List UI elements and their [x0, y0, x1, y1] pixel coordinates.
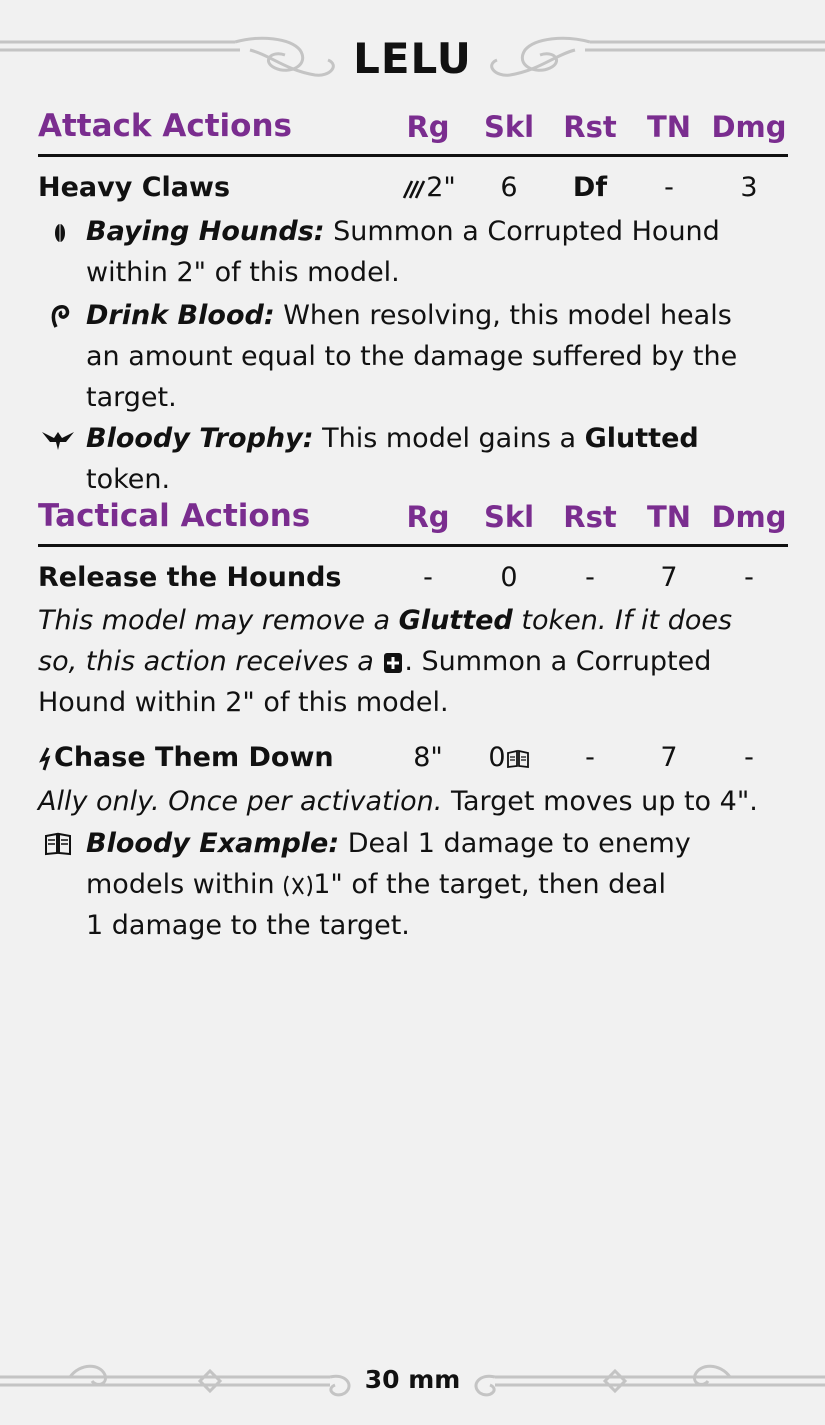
attack-actions-header — [38, 108, 788, 157]
action-release-the-hounds — [38, 562, 788, 602]
col-skl: Skl — [483, 110, 535, 144]
trigger-bloody-trophy: Bloody Trophy: This model gains a Glutted token. — [38, 418, 788, 500]
base-size: 30 mm — [364, 1365, 461, 1394]
action-range: 2" — [398, 172, 458, 203]
trigger-drink-blood: Drink Blood: When resolving, this model heals an amount equal to the damage suffered by the target. — [38, 295, 788, 418]
tactical-actions-title: Tactical Actions — [38, 498, 311, 534]
trigger-name: Bloody Example: — [86, 828, 340, 859]
col-tn: TN — [646, 110, 692, 144]
action-skill: 6 — [500, 172, 518, 203]
action-resist: - — [585, 562, 595, 593]
action-skill: 0 — [476, 742, 542, 773]
action-range: 8" — [413, 742, 443, 773]
action-chase-them-down — [38, 742, 788, 782]
col-dmg: Dmg — [711, 110, 787, 144]
trigger-name: Bloody Trophy: — [86, 423, 314, 454]
action-resist: - — [585, 742, 595, 773]
action-resist: Df — [572, 172, 608, 203]
action-name-wrap — [38, 742, 334, 773]
col-rg: Rg — [406, 110, 450, 144]
action-skill: 0 — [500, 562, 518, 593]
action-range: - — [423, 562, 433, 593]
action-description: This model may remove a Glutted token. If it does so, this action receives a . Summon a Corrupted Hound within 2" of this model. — [38, 605, 733, 718]
action-name: Heavy Claws — [38, 172, 231, 203]
tactical-actions-header — [38, 498, 788, 547]
card-footer — [0, 1355, 825, 1415]
action-damage: - — [744, 562, 754, 593]
attack-actions-title: Attack Actions — [38, 108, 292, 144]
tome-suit-icon — [38, 827, 78, 861]
action-name: Release the Hounds — [38, 562, 342, 593]
card-header — [0, 20, 825, 100]
col-tn: TN — [646, 500, 692, 534]
aura-icon — [283, 873, 313, 899]
trigger-name: Baying Hounds: — [86, 216, 325, 247]
action-name: Chase Them Down — [54, 742, 334, 773]
action-description: Ally only. Once per activation. Target moves up to 4". — [38, 786, 758, 817]
action-tn: 7 — [660, 562, 678, 593]
action-damage: 3 — [740, 172, 758, 203]
col-rst: Rst — [563, 500, 617, 534]
model-name: LELU — [353, 34, 472, 83]
col-skl: Skl — [483, 500, 535, 534]
melee-claw-icon — [400, 178, 426, 200]
col-rst: Rst — [563, 110, 617, 144]
trigger-name: Drink Blood: — [86, 300, 275, 331]
trigger-baying-hounds: Baying Hounds: Summon a Corrupted Hound within 2" of this model. — [38, 211, 788, 293]
action-damage: - — [744, 742, 754, 773]
action-tn: 7 — [660, 742, 678, 773]
crow-suit-icon — [38, 422, 78, 456]
signature-action-icon — [38, 746, 54, 772]
col-dmg: Dmg — [711, 500, 787, 534]
mask-suit-icon — [38, 215, 78, 249]
trigger-bloody-example: Bloody Example: Deal 1 damage to enemy models within 1" of the target, then deal 1 damage to the target. — [38, 823, 788, 946]
action-heavy-claws — [38, 172, 788, 212]
col-rg: Rg — [406, 500, 450, 534]
tome-suit-icon — [506, 749, 530, 769]
action-tn: - — [664, 172, 674, 203]
positive-modifier-icon — [382, 651, 404, 675]
ram-suit-icon — [38, 299, 78, 333]
